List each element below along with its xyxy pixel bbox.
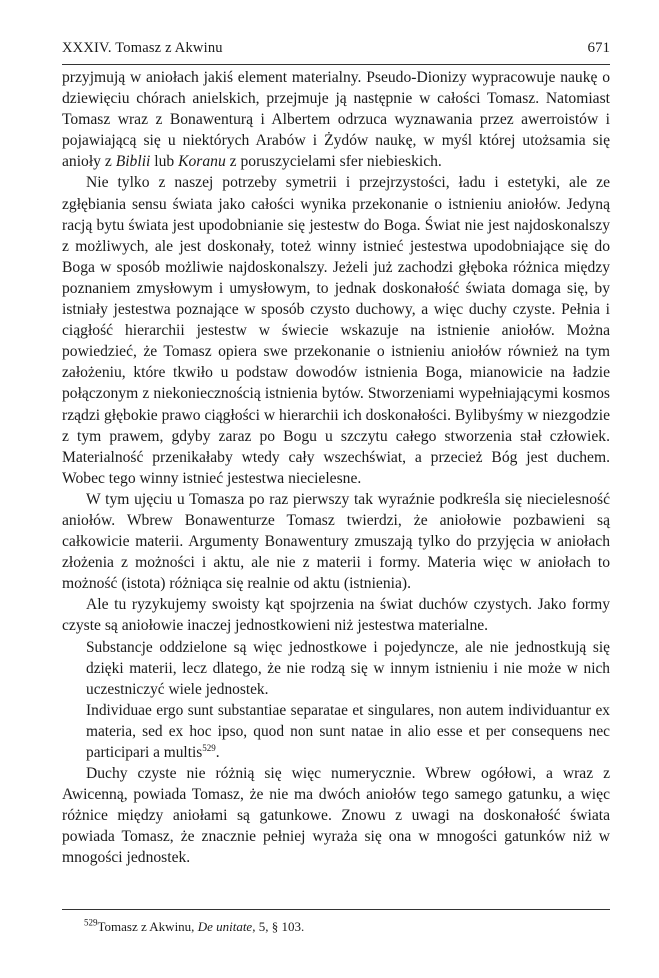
paragraph-2: Nie tylko z naszej potrzeby symetrii i przejrzystości, ładu i estetyki, ale ze zgłębiania sensu świata jako całości wynika przekonanie o istnieniu aniołów. Jedyną racją bytu świata jest upodobnianie się jestestw do Boga. Świat nie jest najdoskonalszy z możliwych, ale jest doskonały, toteż winny istnieć jestestwa upodobniające się do Boga w sposób możliwie najdoskonalszy. Jeżeli już zachodzi głęboka różnica między poznaniem zmysłowym i umysłowym, to jednak doskonałość świata domaga się, by istniały jestestwa poznające w sposób czysto duchowy, a więc duchy czyste. Pełnia i ciągłość hierarchii jestestw w świecie wskazuje na istnienie aniołów. Można powiedzieć, że Tomasz opiera swe przekonanie o istnieniu aniołów również na tym założeniu, które tkwiło u podstaw dowodów istnienia Boga, mianowicie na ładzie połączonym z niekoniecznością istnienia bytów. Stworzeniami wypełniającymi kosmos rządzi głębokie prawo ciągłości w hierarchii ich doskonałości. Bylibyśmy w niezgodzie z tym prawem, gdyby zaraz po Bogu u szczytu całego stworzenia stał człowiek. Materialność przenikałaby wtedy cały wszechświat, a przecież Bóg jest duchem. Wobec tego winny istnieć jestestwa niecielesne. bbox=[62, 174, 610, 487]
paragraph-1 bbox=[62, 67, 610, 172]
header-rule bbox=[62, 64, 610, 65]
footnote bbox=[84, 919, 304, 935]
p1-koranu: Koranu bbox=[178, 153, 226, 171]
running-header bbox=[62, 40, 610, 62]
footnote-reference[interactable]: 529 bbox=[202, 742, 216, 753]
footnote-text-after: , 5, § 103. bbox=[252, 919, 305, 934]
footnote-title: De unitate bbox=[197, 919, 253, 934]
main-text bbox=[62, 67, 610, 869]
paragraph-4: Ale tu ryzykujemy swoisty kąt spojrzenia na świat duchów czystych. Jako formy czyste są aniołowie inaczej jednostkowieni niż jestestwa materialne. bbox=[62, 596, 610, 635]
quote-polish: Substancje oddzielone są więc jednostkowe i pojedyncze, ale nie jednostkują się dzięki materii, lecz dlatego, że nie rodzą się w innym istnieniu i nie może w nich uczestniczyć wiele jednostek. bbox=[86, 638, 610, 698]
footnote-number: 529 bbox=[84, 917, 98, 928]
p1-text-a: przyjmują w aniołach jakiś element materialny. Pseudo-Dionizy wypracowuje naukę o dziewięciu chórach anielskich, przejmuje ją następnie w całości Tomasz. Natomiast Tomasz wraz z Bonawenturą i Albertem odrzuca wyznawania przez awerroistów i pojawiającą się u niektórych Arabów i Żydów naukę, w myśl której utożsamia się anioły z bbox=[62, 69, 610, 171]
quote-latin-text: Individuae ergo sunt substantiae separatae et singulares, non autem individuantur ex materia, sed ex hoc ipso, quod non sunt natae in alio esse et per consequens nec participari a multis bbox=[86, 701, 610, 761]
block-quote bbox=[86, 637, 610, 764]
footnote-text-before: Tomasz z Akwinu, bbox=[97, 919, 198, 934]
page-number: 671 bbox=[587, 40, 610, 56]
footnote-rule bbox=[62, 909, 610, 910]
paragraph-3: W tym ujęciu u Tomasza po raz pierwszy tak wyraźnie podkreśla się niecielesność aniołów. Wbrew Bonawenturze Tomasz twierdzi, że aniołowie pozbawieni są całkowicie materii. Argumenty Bonawentury zmuszają tylko do przyjęcia w aniołach złożenia z możności i aktu, ale nie z materii i formy. Materia więc w aniołach to możność (istota) różniąca się realnie od aktu (istnienia). bbox=[62, 490, 610, 593]
paragraph-5: Duchy czyste nie różnią się więc numerycznie. Wbrew ogółowi, a wraz z Awicenną, powiada Tomasz, że nie ma dwóch aniołów tego samego gatunku, a więc różnice między aniołami są gatunkowe. Znowu z uwagi na doskonałość świata powiada Tomasz, że znacznie pełniej wyraża się ona w mnogości gatunków niż w mnogości jednostek. bbox=[62, 765, 610, 867]
quote-latin bbox=[86, 700, 610, 763]
p1-biblii: Biblii bbox=[115, 153, 151, 171]
quote-latin-end: . bbox=[215, 744, 220, 761]
p1-text-b: z poruszycielami sfer niebieskich. bbox=[225, 153, 442, 171]
p1-lub: lub bbox=[150, 153, 179, 171]
running-head: XXXIV. Tomasz z Akwinu bbox=[62, 40, 223, 56]
